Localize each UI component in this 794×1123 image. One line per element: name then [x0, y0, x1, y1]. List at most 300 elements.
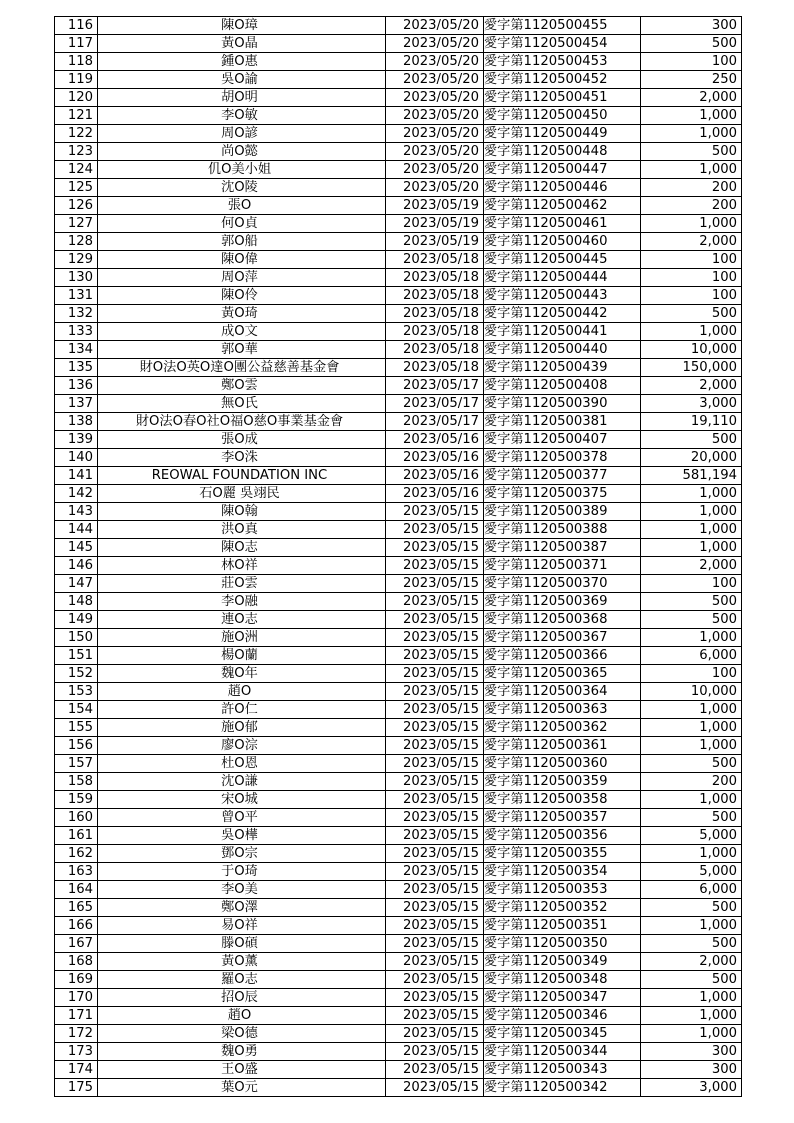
table-row: [55, 35, 742, 53]
table-row: [55, 809, 742, 827]
donation-amount: 2,000: [641, 377, 742, 395]
donation-date: 2023/05/15: [386, 737, 484, 755]
donation-date: 2023/05/20: [386, 89, 484, 107]
donor-name: 于O琦: [98, 863, 386, 881]
donation-date: 2023/05/15: [386, 1025, 484, 1043]
donor-name: 沈O陵: [98, 179, 386, 197]
donation-number: 161: [55, 827, 98, 845]
receipt-number: 愛字第1120500356: [484, 827, 641, 845]
donor-name: 廖O淙: [98, 737, 386, 755]
table-row: [55, 557, 742, 575]
table-row: [55, 395, 742, 413]
table-row: [55, 233, 742, 251]
receipt-number: 愛字第1120500445: [484, 251, 641, 269]
donation-date: 2023/05/15: [386, 917, 484, 935]
donation-number: 135: [55, 359, 98, 377]
donation-amount: 300: [641, 1061, 742, 1079]
donor-name: 財O法O春O社O福O慈O事業基金會: [98, 413, 386, 431]
receipt-number: 愛字第1120500362: [484, 719, 641, 737]
donation-amount: 1,000: [641, 503, 742, 521]
donation-amount: 1,000: [641, 701, 742, 719]
donation-amount: 1,000: [641, 917, 742, 935]
table-row: [55, 305, 742, 323]
donor-name: 郭O華: [98, 341, 386, 359]
donor-name: 仉O美小姐: [98, 161, 386, 179]
donor-name: 陳O伶: [98, 287, 386, 305]
receipt-number: 愛字第1120500367: [484, 629, 641, 647]
table-row: [55, 449, 742, 467]
table-row: [55, 53, 742, 71]
donation-amount: 1,000: [641, 161, 742, 179]
donor-name: 趙O: [98, 1007, 386, 1025]
table-row: [55, 755, 742, 773]
donation-number: 132: [55, 305, 98, 323]
table-row: [55, 989, 742, 1007]
donation-date: 2023/05/15: [386, 791, 484, 809]
donation-number: 139: [55, 431, 98, 449]
donor-name: 張O: [98, 197, 386, 215]
donation-number: 118: [55, 53, 98, 71]
donor-name: 黃O薰: [98, 953, 386, 971]
receipt-number: 愛字第1120500381: [484, 413, 641, 431]
receipt-number: 愛字第1120500461: [484, 215, 641, 233]
donor-name: 招O辰: [98, 989, 386, 1007]
receipt-number: 愛字第1120500450: [484, 107, 641, 125]
receipt-number: 愛字第1120500460: [484, 233, 641, 251]
receipt-number: 愛字第1120500354: [484, 863, 641, 881]
donation-amount: 200: [641, 197, 742, 215]
table-row: [55, 629, 742, 647]
donor-name: 魏O勇: [98, 1043, 386, 1061]
table-row: [55, 791, 742, 809]
donation-date: 2023/05/15: [386, 755, 484, 773]
donor-name: 陳O翰: [98, 503, 386, 521]
donation-amount: 20,000: [641, 449, 742, 467]
donation-number: 169: [55, 971, 98, 989]
donor-name: 魏O年: [98, 665, 386, 683]
donation-date: 2023/05/19: [386, 233, 484, 251]
donation-date: 2023/05/15: [386, 863, 484, 881]
donor-name: 莊O雲: [98, 575, 386, 593]
donor-name: 宋O城: [98, 791, 386, 809]
donation-amount: 6,000: [641, 881, 742, 899]
donation-amount: 500: [641, 899, 742, 917]
receipt-number: 愛字第1120500360: [484, 755, 641, 773]
donation-amount: 100: [641, 665, 742, 683]
donor-name: 楊O蘭: [98, 647, 386, 665]
donor-name: 胡O明: [98, 89, 386, 107]
donor-name: 成O文: [98, 323, 386, 341]
receipt-number: 愛字第1120500443: [484, 287, 641, 305]
donation-amount: 1,000: [641, 629, 742, 647]
table-row: [55, 467, 742, 485]
receipt-number: 愛字第1120500368: [484, 611, 641, 629]
table-row: [55, 899, 742, 917]
receipt-number: 愛字第1120500375: [484, 485, 641, 503]
receipt-number: 愛字第1120500440: [484, 341, 641, 359]
donation-date: 2023/05/15: [386, 827, 484, 845]
donation-amount: 100: [641, 251, 742, 269]
donor-name: 趙O: [98, 683, 386, 701]
donor-name: 黃O琦: [98, 305, 386, 323]
donation-number: 173: [55, 1043, 98, 1061]
donor-name: 梁O德: [98, 1025, 386, 1043]
receipt-number: 愛字第1120500454: [484, 35, 641, 53]
donation-number: 149: [55, 611, 98, 629]
receipt-number: 愛字第1120500377: [484, 467, 641, 485]
donation-amount: 1,000: [641, 539, 742, 557]
donation-number: 137: [55, 395, 98, 413]
donation-number: 124: [55, 161, 98, 179]
donation-date: 2023/05/18: [386, 359, 484, 377]
donation-number: 153: [55, 683, 98, 701]
donation-number: 142: [55, 485, 98, 503]
receipt-number: 愛字第1120500364: [484, 683, 641, 701]
donation-amount: 300: [641, 17, 742, 35]
donation-date: 2023/05/15: [386, 611, 484, 629]
donation-ledger-body: [55, 17, 742, 1097]
donation-amount: 300: [641, 1043, 742, 1061]
table-row: [55, 521, 742, 539]
donor-name: 郭O船: [98, 233, 386, 251]
receipt-number: 愛字第1120500361: [484, 737, 641, 755]
donation-number: 152: [55, 665, 98, 683]
donation-number: 158: [55, 773, 98, 791]
donation-amount: 500: [641, 971, 742, 989]
donation-date: 2023/05/15: [386, 899, 484, 917]
donation-date: 2023/05/17: [386, 377, 484, 395]
donation-date: 2023/05/18: [386, 269, 484, 287]
donor-name: 李O融: [98, 593, 386, 611]
table-row: [55, 413, 742, 431]
donation-amount: 10,000: [641, 683, 742, 701]
donation-number: 130: [55, 269, 98, 287]
table-row: [55, 89, 742, 107]
donation-date: 2023/05/19: [386, 215, 484, 233]
donation-date: 2023/05/17: [386, 413, 484, 431]
receipt-number: 愛字第1120500453: [484, 53, 641, 71]
donor-name: 無O氏: [98, 395, 386, 413]
donation-amount: 1,000: [641, 1025, 742, 1043]
table-row: [55, 1007, 742, 1025]
donation-date: 2023/05/20: [386, 17, 484, 35]
table-row: [55, 341, 742, 359]
donation-amount: 1,000: [641, 1007, 742, 1025]
table-row: [55, 737, 742, 755]
donor-name: 羅O志: [98, 971, 386, 989]
donation-amount: 500: [641, 593, 742, 611]
donation-amount: 1,000: [641, 215, 742, 233]
donation-amount: 150,000: [641, 359, 742, 377]
donor-name: 鄭O澤: [98, 899, 386, 917]
donation-date: 2023/05/15: [386, 989, 484, 1007]
donation-date: 2023/05/15: [386, 521, 484, 539]
donation-amount: 250: [641, 71, 742, 89]
table-row: [55, 107, 742, 125]
receipt-number: 愛字第1120500439: [484, 359, 641, 377]
donor-name: 陳O偉: [98, 251, 386, 269]
donation-number: 122: [55, 125, 98, 143]
donation-date: 2023/05/16: [386, 467, 484, 485]
donor-name: 何O貞: [98, 215, 386, 233]
receipt-number: 愛字第1120500366: [484, 647, 641, 665]
donation-date: 2023/05/15: [386, 1079, 484, 1097]
donation-number: 168: [55, 953, 98, 971]
donation-date: 2023/05/15: [386, 647, 484, 665]
donor-name: 王O盛: [98, 1061, 386, 1079]
table-row: [55, 881, 742, 899]
donation-date: 2023/05/15: [386, 629, 484, 647]
donation-date: 2023/05/15: [386, 539, 484, 557]
receipt-number: 愛字第1120500344: [484, 1043, 641, 1061]
receipt-number: 愛字第1120500441: [484, 323, 641, 341]
donor-name: 李O洙: [98, 449, 386, 467]
table-row: [55, 377, 742, 395]
donor-name: 曾O平: [98, 809, 386, 827]
receipt-number: 愛字第1120500370: [484, 575, 641, 593]
table-row: [55, 773, 742, 791]
table-row: [55, 1079, 742, 1097]
donation-number: 174: [55, 1061, 98, 1079]
receipt-number: 愛字第1120500369: [484, 593, 641, 611]
donation-number: 150: [55, 629, 98, 647]
receipt-number: 愛字第1120500351: [484, 917, 641, 935]
table-row: [55, 827, 742, 845]
table-row: [55, 431, 742, 449]
donation-amount: 500: [641, 809, 742, 827]
receipt-number: 愛字第1120500371: [484, 557, 641, 575]
donation-amount: 1,000: [641, 107, 742, 125]
donation-date: 2023/05/15: [386, 701, 484, 719]
donation-number: 172: [55, 1025, 98, 1043]
table-row: [55, 845, 742, 863]
donation-date: 2023/05/15: [386, 1007, 484, 1025]
receipt-number: 愛字第1120500346: [484, 1007, 641, 1025]
donation-amount: 100: [641, 53, 742, 71]
donation-number: 116: [55, 17, 98, 35]
donation-date: 2023/05/20: [386, 161, 484, 179]
donation-number: 148: [55, 593, 98, 611]
table-row: [55, 161, 742, 179]
receipt-number: 愛字第1120500357: [484, 809, 641, 827]
donation-amount: 1,000: [641, 989, 742, 1007]
donor-name: 施O洲: [98, 629, 386, 647]
donation-amount: 500: [641, 305, 742, 323]
donation-number: 160: [55, 809, 98, 827]
table-row: [55, 647, 742, 665]
receipt-number: 愛字第1120500388: [484, 521, 641, 539]
donation-date: 2023/05/16: [386, 485, 484, 503]
receipt-number: 愛字第1120500365: [484, 665, 641, 683]
donation-date: 2023/05/20: [386, 35, 484, 53]
table-row: [55, 17, 742, 35]
donation-number: 143: [55, 503, 98, 521]
donation-date: 2023/05/15: [386, 809, 484, 827]
donation-date: 2023/05/18: [386, 323, 484, 341]
receipt-number: 愛字第1120500353: [484, 881, 641, 899]
donation-amount: 1,000: [641, 719, 742, 737]
donation-number: 170: [55, 989, 98, 1007]
donation-date: 2023/05/15: [386, 557, 484, 575]
donation-number: 165: [55, 899, 98, 917]
table-row: [55, 503, 742, 521]
donor-name: 石O麗 吳翊民: [98, 485, 386, 503]
donation-number: 128: [55, 233, 98, 251]
donor-name: 李O美: [98, 881, 386, 899]
table-row: [55, 719, 742, 737]
table-row: [55, 179, 742, 197]
donation-amount: 500: [641, 431, 742, 449]
donation-amount: 581,194: [641, 467, 742, 485]
table-row: [55, 935, 742, 953]
donation-amount: 200: [641, 773, 742, 791]
receipt-number: 愛字第1120500447: [484, 161, 641, 179]
donation-amount: 6,000: [641, 647, 742, 665]
donation-amount: 2,000: [641, 89, 742, 107]
donation-number: 125: [55, 179, 98, 197]
table-row: [55, 863, 742, 881]
receipt-number: 愛字第1120500448: [484, 143, 641, 161]
donation-amount: 500: [641, 143, 742, 161]
donor-name: 杜O恩: [98, 755, 386, 773]
donation-amount: 200: [641, 179, 742, 197]
donation-date: 2023/05/15: [386, 953, 484, 971]
receipt-number: 愛字第1120500452: [484, 71, 641, 89]
table-row: [55, 683, 742, 701]
donation-date: 2023/05/15: [386, 683, 484, 701]
table-row: [55, 917, 742, 935]
donation-number: 175: [55, 1079, 98, 1097]
donation-number: 167: [55, 935, 98, 953]
donor-name: 陳O璋: [98, 17, 386, 35]
donor-name: 吳O諭: [98, 71, 386, 89]
donation-number: 164: [55, 881, 98, 899]
table-row: [55, 539, 742, 557]
donation-date: 2023/05/20: [386, 125, 484, 143]
donor-name: 連O志: [98, 611, 386, 629]
donation-number: 156: [55, 737, 98, 755]
donation-date: 2023/05/15: [386, 881, 484, 899]
donor-name: 沈O謙: [98, 773, 386, 791]
donation-number: 126: [55, 197, 98, 215]
table-row: [55, 1043, 742, 1061]
donation-date: 2023/05/18: [386, 251, 484, 269]
donation-number: 145: [55, 539, 98, 557]
donation-amount: 1,000: [641, 521, 742, 539]
donation-amount: 5,000: [641, 863, 742, 881]
donation-date: 2023/05/15: [386, 719, 484, 737]
donation-number: 117: [55, 35, 98, 53]
donor-name: 鄭O雲: [98, 377, 386, 395]
donation-amount: 100: [641, 575, 742, 593]
donation-number: 123: [55, 143, 98, 161]
donation-date: 2023/05/15: [386, 665, 484, 683]
donation-date: 2023/05/15: [386, 593, 484, 611]
donation-amount: 1,000: [641, 323, 742, 341]
receipt-number: 愛字第1120500363: [484, 701, 641, 719]
table-row: [55, 701, 742, 719]
receipt-number: 愛字第1120500343: [484, 1061, 641, 1079]
receipt-number: 愛字第1120500347: [484, 989, 641, 1007]
donation-date: 2023/05/17: [386, 395, 484, 413]
table-row: [55, 359, 742, 377]
receipt-number: 愛字第1120500455: [484, 17, 641, 35]
donation-number: 144: [55, 521, 98, 539]
donation-number: 121: [55, 107, 98, 125]
donor-name: REOWAL FOUNDATION INC: [98, 467, 386, 485]
receipt-number: 愛字第1120500345: [484, 1025, 641, 1043]
receipt-number: 愛字第1120500462: [484, 197, 641, 215]
donor-name: 洪O真: [98, 521, 386, 539]
receipt-number: 愛字第1120500390: [484, 395, 641, 413]
donation-amount: 2,000: [641, 233, 742, 251]
donation-number: 163: [55, 863, 98, 881]
donation-date: 2023/05/15: [386, 845, 484, 863]
receipt-number: 愛字第1120500444: [484, 269, 641, 287]
table-row: [55, 287, 742, 305]
donation-date: 2023/05/15: [386, 773, 484, 791]
table-row: [55, 143, 742, 161]
donation-date: 2023/05/15: [386, 575, 484, 593]
donation-number: 131: [55, 287, 98, 305]
donation-date: 2023/05/18: [386, 287, 484, 305]
table-row: [55, 953, 742, 971]
donation-amount: 100: [641, 269, 742, 287]
donor-name: 鍾O惠: [98, 53, 386, 71]
donation-date: 2023/05/16: [386, 431, 484, 449]
table-row: [55, 971, 742, 989]
donation-date: 2023/05/16: [386, 449, 484, 467]
donor-name: 易O祥: [98, 917, 386, 935]
donation-number: 138: [55, 413, 98, 431]
table-row: [55, 485, 742, 503]
receipt-number: 愛字第1120500359: [484, 773, 641, 791]
table-row: [55, 323, 742, 341]
donation-date: 2023/05/20: [386, 143, 484, 161]
receipt-number: 愛字第1120500442: [484, 305, 641, 323]
donation-amount: 10,000: [641, 341, 742, 359]
receipt-number: 愛字第1120500408: [484, 377, 641, 395]
donation-date: 2023/05/15: [386, 503, 484, 521]
table-row: [55, 269, 742, 287]
donation-amount: 500: [641, 35, 742, 53]
donation-number: 151: [55, 647, 98, 665]
donor-name: 陳O志: [98, 539, 386, 557]
donor-name: 許O仁: [98, 701, 386, 719]
donor-name: 周O萍: [98, 269, 386, 287]
donor-name: 滕O碩: [98, 935, 386, 953]
donor-name: 吳O樺: [98, 827, 386, 845]
donation-number: 147: [55, 575, 98, 593]
donation-amount: 1,000: [641, 125, 742, 143]
receipt-number: 愛字第1120500451: [484, 89, 641, 107]
donation-amount: 1,000: [641, 845, 742, 863]
donation-amount: 500: [641, 611, 742, 629]
donor-name: 張O成: [98, 431, 386, 449]
donation-amount: 1,000: [641, 485, 742, 503]
donation-amount: 1,000: [641, 737, 742, 755]
donation-number: 146: [55, 557, 98, 575]
receipt-number: 愛字第1120500352: [484, 899, 641, 917]
donation-number: 141: [55, 467, 98, 485]
donation-number: 133: [55, 323, 98, 341]
donation-date: 2023/05/18: [386, 341, 484, 359]
donation-amount: 3,000: [641, 1079, 742, 1097]
donation-number: 136: [55, 377, 98, 395]
donation-amount: 500: [641, 755, 742, 773]
donation-amount: 5,000: [641, 827, 742, 845]
table-row: [55, 71, 742, 89]
